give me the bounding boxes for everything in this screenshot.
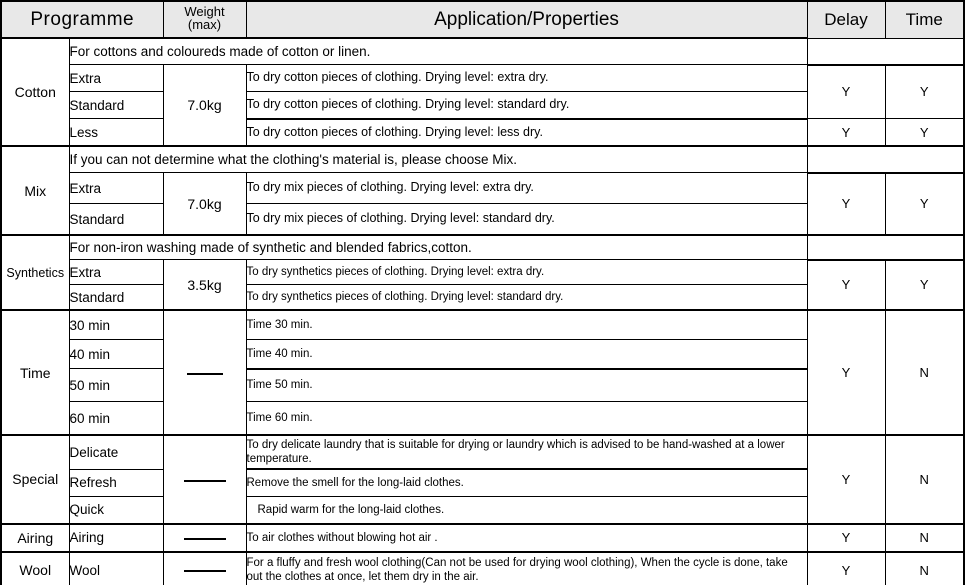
delay-flag: Y (807, 310, 885, 435)
weight-value-wool (163, 552, 246, 585)
programme-name-special: Special (1, 435, 69, 524)
option-label: Extra (69, 260, 163, 285)
description: To dry delicate laundry that is suitable for drying or laundry which is advised to be hand-washed at a lower temperature. (246, 435, 807, 469)
option-label: 30 min (69, 310, 163, 340)
time-flag: Y (885, 173, 964, 236)
option-label: Delicate (69, 435, 163, 469)
delay-flag: Y (807, 173, 885, 236)
header-weight-line2: (max) (187, 16, 222, 32)
table-row (1, 435, 964, 469)
option-label: Extra (69, 65, 163, 92)
programme-name-mix: Mix (1, 146, 69, 235)
header-row (1, 1, 964, 38)
option-label: 40 min (69, 340, 163, 369)
spacer-delay (807, 38, 885, 65)
description: To dry cotton pieces of clothing. Drying level: standard dry. (246, 92, 807, 119)
delay-flag: Y (807, 119, 885, 147)
time-flag: N (885, 310, 964, 435)
time-flag: N (885, 524, 964, 552)
option-label: Wool (69, 552, 163, 585)
programme-name-cotton: Cotton (1, 38, 69, 146)
spacer-time (885, 38, 964, 65)
weight-value-time (163, 310, 246, 435)
description: Rapid warm for the long-laid clothes. (246, 496, 807, 524)
delay-flag: Y (807, 260, 885, 311)
programme-name-airing: Airing (1, 524, 69, 552)
table-row (1, 310, 964, 340)
option-label: Airing (69, 524, 163, 552)
description: To dry cotton pieces of clothing. Drying level: less dry. (246, 119, 807, 147)
header-application: Application/Properties (246, 1, 807, 38)
spacer-time (885, 146, 964, 173)
option-label: Refresh (69, 469, 163, 496)
header-time: Time (885, 1, 964, 38)
table-row (1, 119, 964, 147)
no-weight-dash-icon (187, 373, 223, 375)
no-weight-dash-icon (184, 480, 226, 482)
option-label: Less (69, 119, 163, 147)
description: Time 50 min. (246, 369, 807, 402)
header-delay: Delay (807, 1, 885, 38)
description: For a fluffy and fresh wool clothing(Can not be used for drying wool clothing), When the cycle is done, take out the clothes at once, let them dry in the air. (246, 552, 807, 585)
description: Time 30 min. (246, 310, 807, 340)
description: Time 40 min. (246, 340, 807, 369)
description: Remove the smell for the long-laid clothes. (246, 469, 807, 496)
programme-note-mix: If you can not determine what the clothing's material is, please choose Mix. (69, 146, 807, 173)
description: To dry cotton pieces of clothing. Drying level: extra dry. (246, 65, 807, 92)
table-row (1, 38, 964, 65)
weight-value-synthetics: 3.5kg (163, 260, 246, 311)
weight-value-mix: 7.0kg (163, 173, 246, 236)
description: To dry mix pieces of clothing. Drying level: extra dry. (246, 173, 807, 204)
table-row (1, 235, 964, 260)
option-label: 60 min (69, 402, 163, 436)
description: To air clothes without blowing hot air . (246, 524, 807, 552)
table-row (1, 260, 964, 285)
delay-flag: Y (807, 435, 885, 524)
programme-note-synthetics: For non-iron washing made of synthetic and blended fabrics,cotton. (69, 235, 807, 260)
weight-value-cotton: 7.0kg (163, 65, 246, 147)
table-row (1, 65, 964, 92)
weight-value-special (163, 435, 246, 524)
delay-flag: Y (807, 524, 885, 552)
table-row (1, 524, 964, 552)
spacer-time (885, 235, 964, 260)
no-weight-dash-icon (184, 570, 226, 572)
no-weight-dash-icon (184, 538, 226, 540)
programme-name-synthetics: Synthetics (1, 235, 69, 310)
spacer-delay (807, 235, 885, 260)
programme-name-time: Time (1, 310, 69, 435)
delay-flag: Y (807, 65, 885, 119)
table-row (1, 146, 964, 173)
header-weight (163, 1, 246, 38)
option-label: 50 min (69, 369, 163, 402)
option-label: Standard (69, 204, 163, 236)
spacer-delay (807, 146, 885, 173)
option-label: Standard (69, 92, 163, 119)
programme-name-wool: Wool (1, 552, 69, 585)
weight-value-airing (163, 524, 246, 552)
delay-flag: Y (807, 552, 885, 585)
time-flag: Y (885, 260, 964, 311)
option-label: Extra (69, 173, 163, 204)
table-row (1, 552, 964, 585)
description: To dry mix pieces of clothing. Drying level: standard dry. (246, 204, 807, 236)
time-flag: N (885, 435, 964, 524)
time-flag: Y (885, 119, 964, 147)
option-label: Standard (69, 285, 163, 311)
time-flag: N (885, 552, 964, 585)
programme-note-cotton: For cottons and coloureds made of cotton or linen. (69, 38, 807, 65)
table-body (1, 38, 964, 585)
header-programme: Programme (1, 1, 163, 38)
table-row (1, 173, 964, 204)
option-label: Quick (69, 496, 163, 524)
time-flag: Y (885, 65, 964, 119)
header-weight-line1: Weight (184, 3, 225, 19)
description: Time 60 min. (246, 402, 807, 436)
description: To dry synthetics pieces of clothing. Drying level: standard dry. (246, 285, 807, 311)
description: To dry synthetics pieces of clothing. Drying level: extra dry. (246, 260, 807, 285)
table-header (1, 1, 964, 38)
